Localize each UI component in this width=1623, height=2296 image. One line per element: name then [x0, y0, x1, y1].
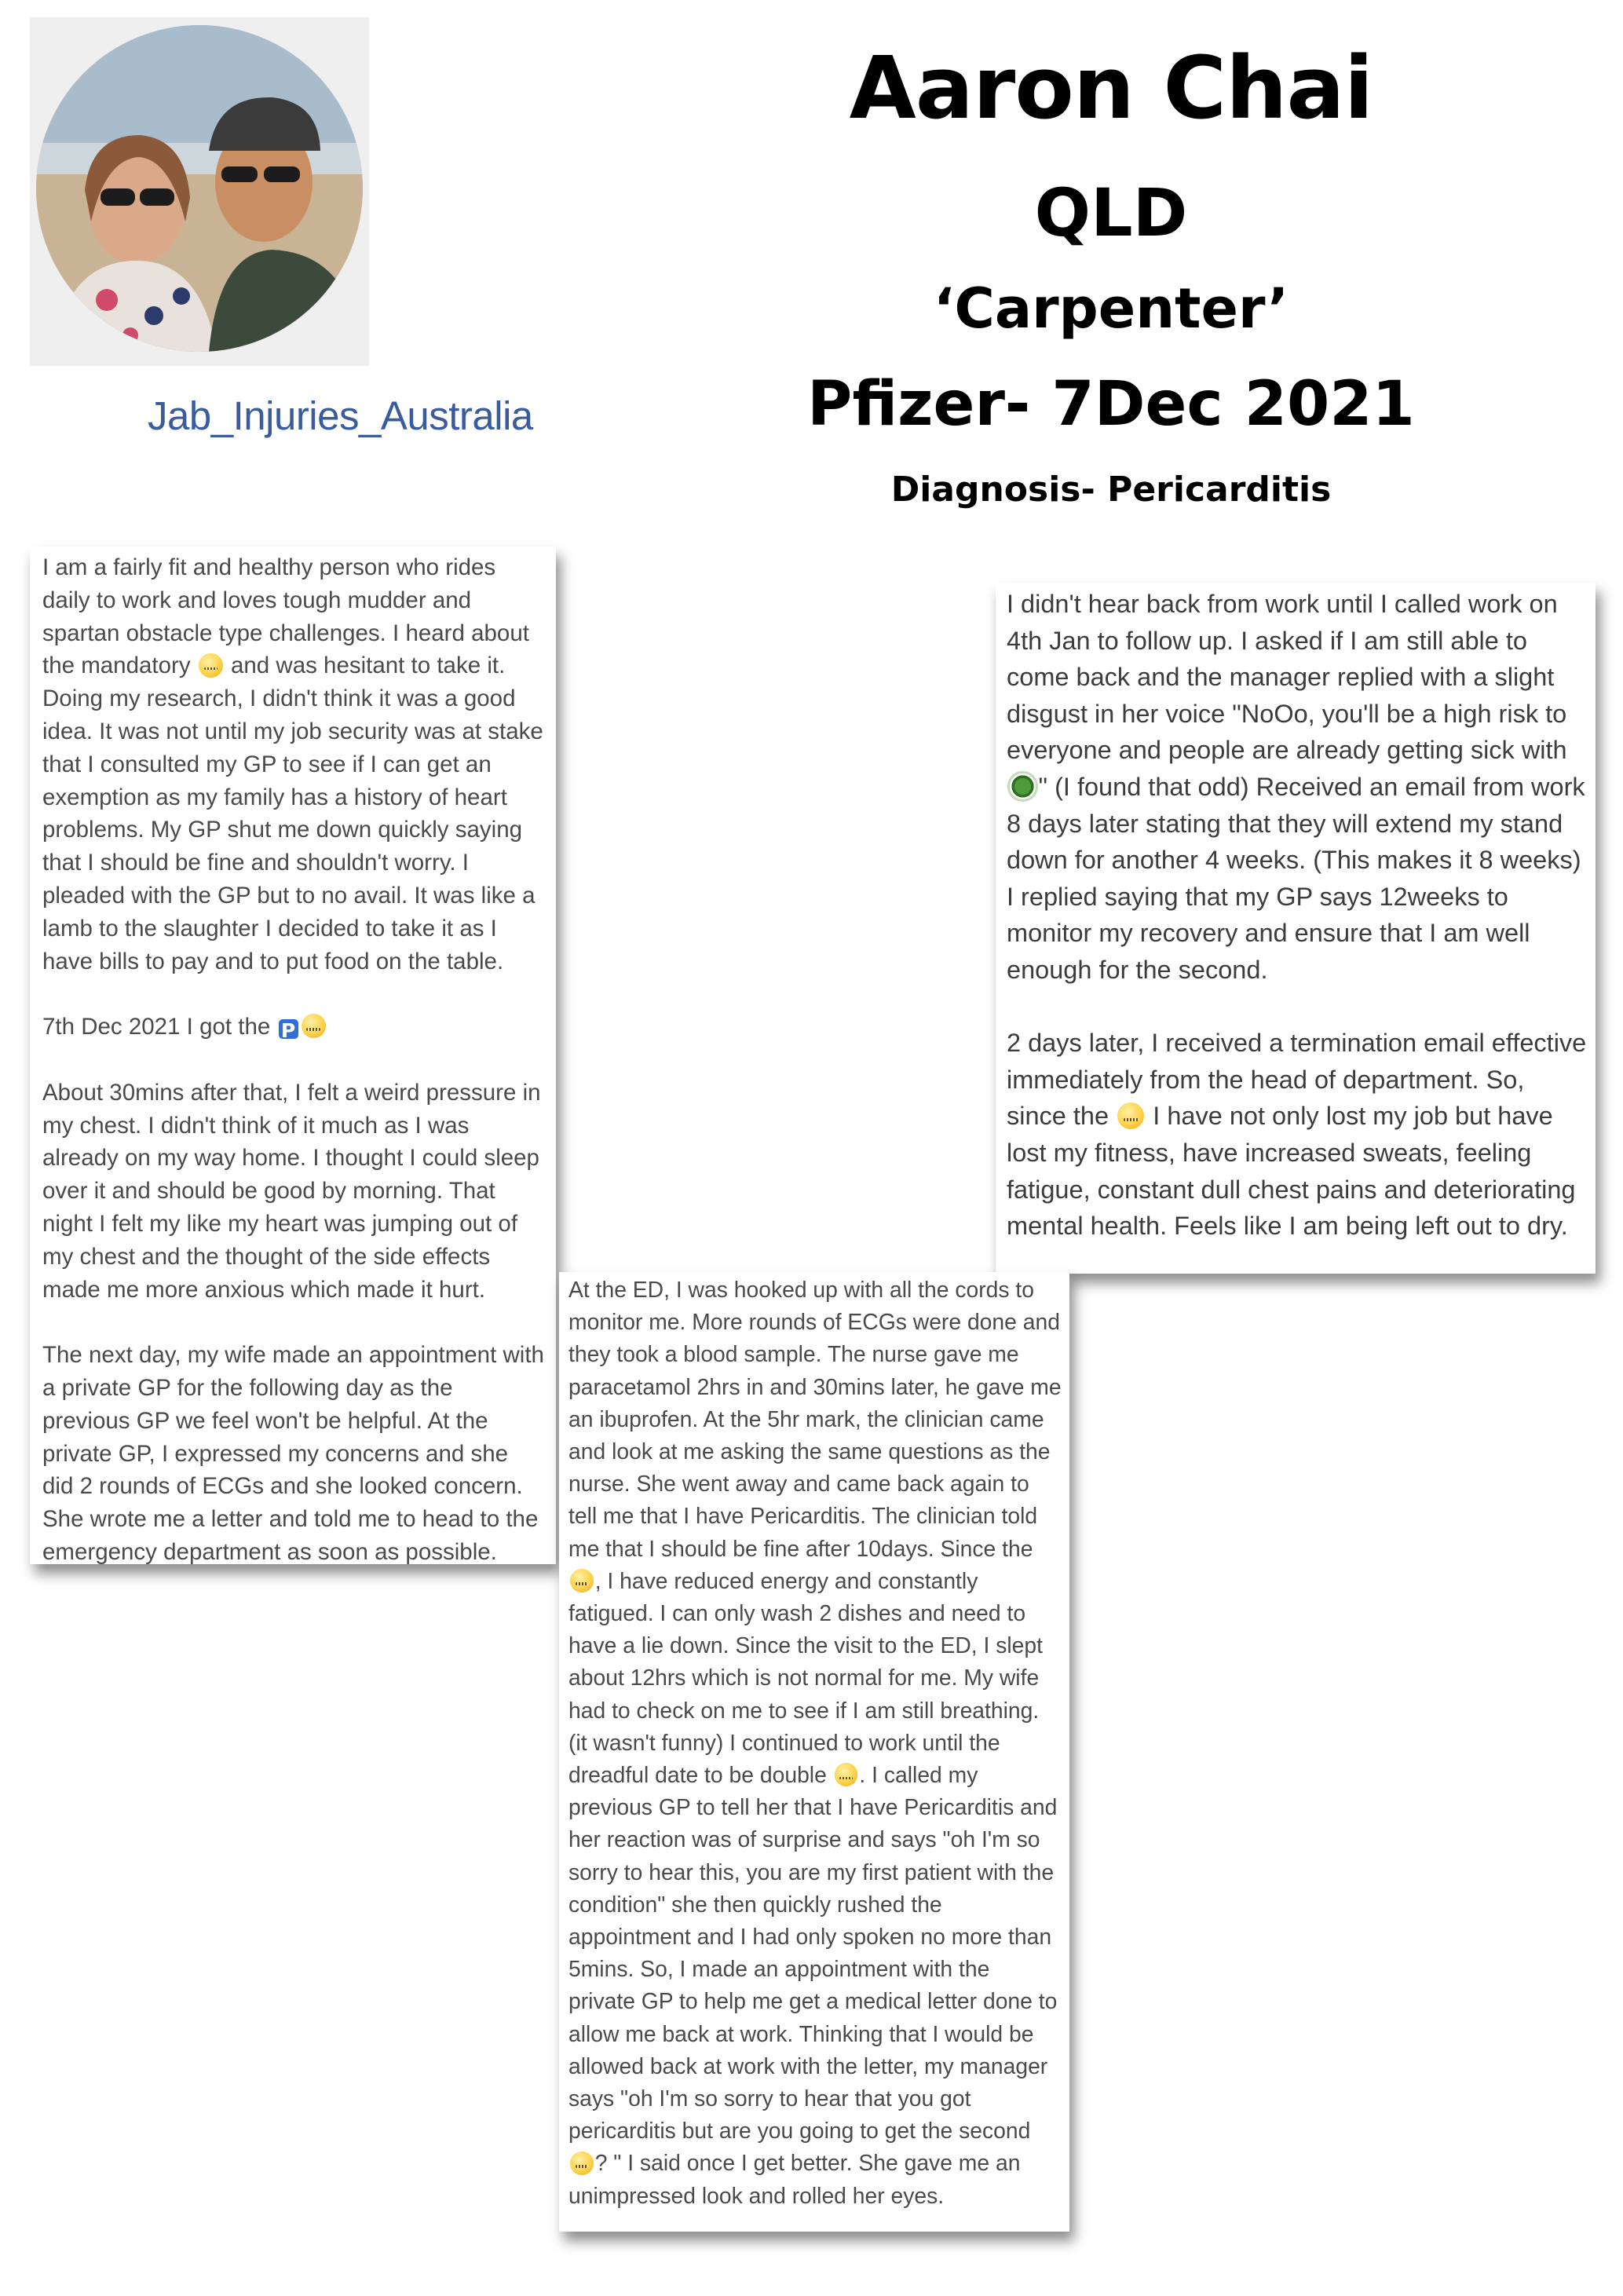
grimacing-face-icon	[1117, 1102, 1144, 1129]
card2-text-1c: . I called my previous GP to tell her that I have Pericarditis and her reaction was of surprise and says "oh I'm so sorry to hear this, you are my first patient with the condition" she then quickly rushed the appointment and I had only spoken no more than 5mins. So, I made an appointment with the private GP to help me get a medical letter done to allow me back at work. Thinking that I would be allowed back at work with the letter, my manager says "oh I'm so sorry to hear that you got pericarditis but are you going to get the second	[568, 1762, 1064, 2144]
card2-paragraph-1	[568, 1274, 1068, 2212]
card2-text-1d: ? " I said once I get better. She gave me an unimpressed look and rolled her eyes.	[568, 2150, 1027, 2208]
story-card-2	[559, 1272, 1069, 2232]
card2-text-1a: At the ED, I was hooked up with all the cords to monitor me. More rounds of ECGs were done and they took a blood sample. The nurse gave me paracetamol 2hrs in and 30mins later, he gave me an ibuprofen. At the 5hr mark, the clinician came and look at me asking the same questions as the nurse. She went away and came back again to tell me that I have Pericarditis. The clinician told me that I should be fine after 10days. Since the	[568, 1277, 1068, 1561]
person-name: Aaron Chai	[849, 38, 1373, 138]
card3-paragraph-1	[1007, 586, 1592, 989]
person-occupation: ‘Carpenter’	[933, 276, 1289, 341]
grimacing-face-icon	[570, 1569, 594, 1592]
grimacing-face-icon	[570, 2152, 594, 2175]
card1-paragraph-3: About 30mins after that, I felt a weird pressure in my chest. I didn't think of it much as I was already on my way home. I thought I could sleep over it and should be good by morning. That night I felt my like my heart was jumping out of my chest and the thought of the side effects made me more anxious which made it hurt.	[42, 1079, 547, 1303]
card3-text-1b: " (I found that odd) Received an email from work 8 days later stating that they will extend my stand down for another 4 weeks. (This makes it 8 weeks) I replied saying that my GP says 12weeks to monitor my recovery and ensure that I am well enough for the second.	[1007, 772, 1592, 984]
profile-photo-icon	[36, 25, 363, 352]
card1-paragraph-1	[42, 551, 550, 978]
card3-text-2a: 2 days later, I received a termination email effective immediately from the head of department. So, since the	[1007, 1029, 1594, 1131]
vaccine-date: Pfizer- 7Dec 2021	[807, 369, 1415, 440]
story-card-1	[30, 547, 556, 1564]
card1-text-1a: I am a fairly fit and healthy person who rides daily to work and loves tough mudder and spartan obstacle type challenges. I heard about the mandatory	[42, 554, 536, 679]
account-handle: Jab_Injuries_Australia	[148, 393, 533, 438]
card1-text-1b: and was hesitant to take it. Doing my research, I didn't think it was a good idea. It was not until my job security was at stake that I consulted my GP to see if I can get an exemption as my family has a history of heart problems. My GP shut me down quickly saying that I should be fine and shouldn't worry. I pleaded with the GP but to no avail. It was like a lamb to the slaughter I decided to take it as I have bills to pay and to put food on the table.	[42, 653, 550, 974]
card1-paragraph-4: The next day, my wife made an appointment with a private GP for the following day as the previous GP we feel won't be helpful. At the private GP, I expressed my concerns and she did 2 rounds of ECGs and she looked concern. She wrote me a letter and told me to head to the emergency department as soon as possible.	[42, 1342, 551, 1564]
avatar-frame	[30, 17, 369, 366]
p-button-icon: P	[279, 1019, 298, 1039]
card1-text-2: 7th Dec 2021 I got the	[42, 1014, 271, 1040]
card3-text-1a: I didn't hear back from work until I called work on 4th Jan to follow up. I asked if I am still able to come back and the manager replied with a slight disgust in her voice "NoOo, you'll be a high risk to everyone and people are already getting sick with	[1007, 590, 1574, 765]
story-card-3	[996, 583, 1596, 1274]
diagnosis: Diagnosis- Pericarditis	[890, 470, 1332, 510]
grimacing-face-icon	[199, 653, 223, 678]
grimacing-face-icon	[835, 1763, 858, 1786]
card2-text-1b: , I have reduced energy and constantly fatigued. I can only wash 2 dishes and need to have a lie down. Since the visit to the ED, I slept about 12hrs which is not normal for me. My wife had to check on me to see if I am still breathing. (it wasn't funny) I continued to work until the dreadful date to be double	[568, 1567, 1049, 1788]
microbe-icon	[1010, 773, 1036, 799]
card3-text-2b: I have not only lost my job but have lost my fitness, have increased sweats, feeling fatigue, constant dull chest pains and deteriorating mental health. Feels like I am being left out to dry.	[1007, 1102, 1583, 1241]
grimacing-face-icon	[302, 1014, 326, 1038]
card1-paragraph-2	[42, 1011, 545, 1044]
person-state: QLD	[1034, 174, 1188, 251]
card3-paragraph-2	[1007, 1025, 1594, 1245]
avatar	[36, 25, 363, 352]
